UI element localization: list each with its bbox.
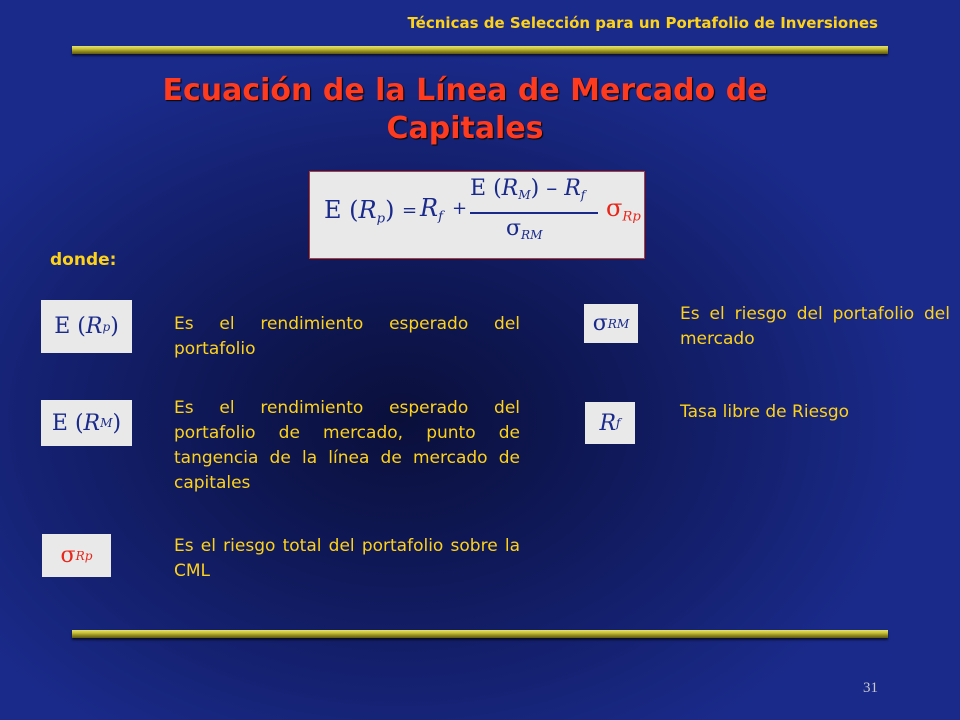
donde-label: donde: bbox=[50, 250, 117, 270]
formula-numerator: E $(R_M) - R_f$ bbox=[470, 176, 586, 203]
header-subtitle: Técnicas de Selección para un Portafolio de Inversiones bbox=[407, 14, 878, 32]
top-divider bbox=[72, 46, 888, 54]
symbol-market-risk: σ R M bbox=[584, 304, 638, 343]
formula-plus: + bbox=[452, 198, 468, 219]
formula-expected-return-portfolio: E $(R_p)$ bbox=[324, 196, 395, 227]
formula-portfolio-risk: $\sigma_{Rp}$ bbox=[606, 194, 641, 225]
definition-risk-free-rate: Tasa libre de Riesgo bbox=[680, 402, 850, 422]
symbol-expected-return-market: E ( R M ) bbox=[41, 400, 132, 446]
definition-expected-return-market: Es el rendimiento esperado del portafolio de mercado, punto de tangencia de la línea de mercado de capitales bbox=[174, 398, 520, 493]
formula-equals: = bbox=[402, 200, 418, 221]
definition-market-risk: Es el riesgo del portafolio del mercado bbox=[680, 304, 950, 349]
page-number: 31 bbox=[863, 680, 878, 696]
slide-title-line-1: Ecuación de la Línea de Mercado de bbox=[162, 73, 768, 108]
definition-expected-return-portfolio: Es el rendimiento esperado del portafolio bbox=[174, 314, 520, 359]
slide-title bbox=[140, 72, 790, 148]
symbol-portfolio-risk: σ R p bbox=[42, 534, 111, 577]
slide-title-line-2: Capitales bbox=[386, 111, 544, 146]
definition-portfolio-risk: Es el riesgo total del portafolio sobre la CML bbox=[174, 536, 520, 581]
formula-denominator: $\sigma_{RM}$ bbox=[506, 216, 543, 243]
formula-risk-free-rate: $R_f$ bbox=[420, 194, 443, 225]
symbol-risk-free-rate: R f bbox=[585, 402, 635, 444]
formula-fraction-bar bbox=[470, 212, 598, 214]
cml-formula-box bbox=[309, 171, 645, 259]
bottom-divider bbox=[72, 630, 888, 638]
symbol-expected-return-portfolio: E ( R p ) bbox=[41, 300, 132, 353]
